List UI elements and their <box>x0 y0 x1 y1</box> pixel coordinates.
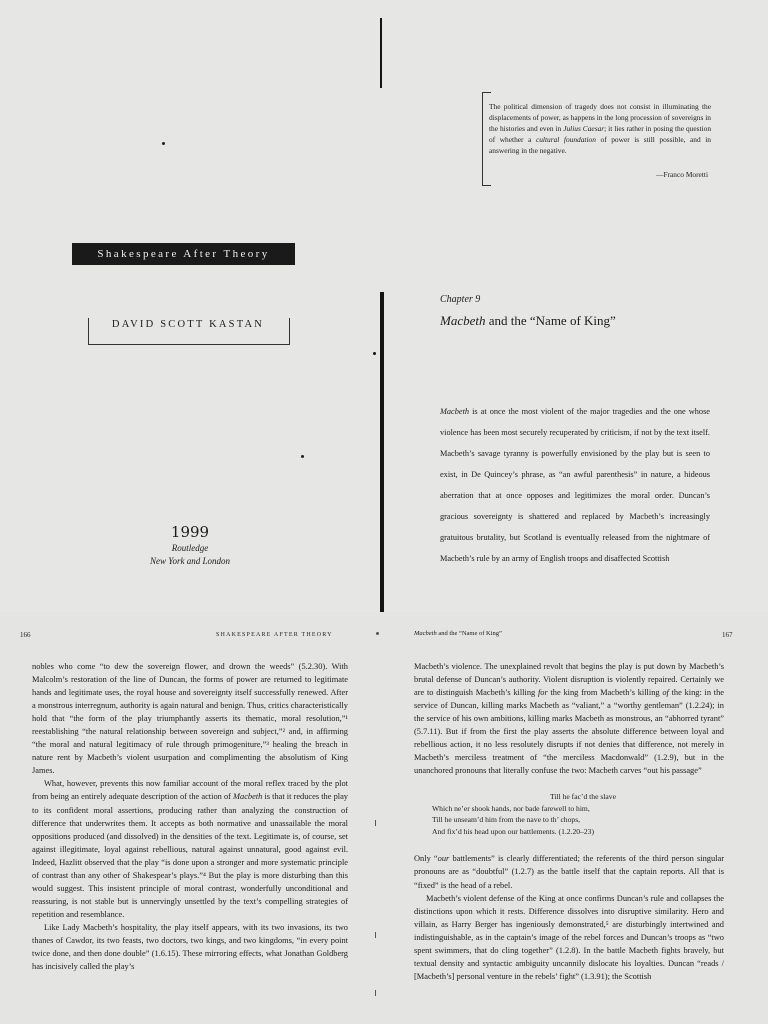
gutter-line <box>380 292 384 612</box>
chapter-opening-paragraph: Macbeth is at once the most violent of the major tragedies and the one whose violence has been most securely recuperated by criticism, if not by the text itself. Macbeth’s savage tyranny is powerfully envisioned by the play but is seen to exist, in De Quincey’s phrase, as “an awful parenthesis” in nature, a hideous aberration that at once opposes and legitimizes the moral order. Duncan’s gracious sovereignty is shattered and replaced by Macbeth’s increasingly gratuitous brutality, but Scotland is eventually released from the nightmare of Macbeth’s rule by an army of English troops and disaffected Scottish <box>440 407 710 563</box>
publisher-place: New York and London <box>150 556 230 566</box>
verse-line: Till he unseam’d him from the nave to th’ chops, <box>432 815 581 825</box>
running-head-right: Macbeth and the “Name of King” <box>414 630 502 637</box>
page-number-right: 167 <box>722 631 733 639</box>
page-speck <box>301 455 304 458</box>
verse-line: And fix’d his head upon our battlements. (1.2.20–23) <box>432 826 594 836</box>
running-head-left: SHAKESPEARE AFTER THEORY <box>216 632 333 638</box>
series-title-banner: Shakespeare After Theory <box>72 243 295 265</box>
verse-line: Which ne’er shook hands, nor bade farewell to him, <box>432 803 590 813</box>
page-speck <box>162 142 165 145</box>
publication-year: 1999 <box>170 523 210 541</box>
epigraph-attribution: —Franco Moretti <box>656 170 708 179</box>
chapter-title: Macbeth and the “Name of King” <box>440 313 616 328</box>
paragraph: What, however, prevents this now familiar account of the moral reflex traced by the plot from being an entirely adequate description of the action of Macbeth is that it reduces the play to its confident moral assertions, producing rather than analyzing the construction of difference that underwrites them. It accepts as both normative and unassailable the moral oppositions produced (and dissolved) in the densities of the text. Legitimate is, of course, set against illegitimate, loyal against rebellious, natural against unnatural, good against evil. Indeed, Hazlitt observed that the play “is done upon a stronger and more systematic principle of contrast than any other of Shakespear’s plays.”⁴ But the play is more disturbing than this would suggest. This insistent principle of moral contrast, wonderfully unconditional and reassuring, is not stable but is unnervingly unsettled by the text’s compelling strategies of repetition and resemblance. <box>32 779 348 919</box>
verse-quotation <box>414 791 724 837</box>
margin-mark <box>375 820 376 826</box>
margin-mark <box>375 990 376 996</box>
right-page-body <box>414 660 724 983</box>
page-speck <box>376 632 379 635</box>
author-name: DAVID SCOTT KASTAN <box>111 319 265 330</box>
epigraph: The political dimension of tragedy does not consist in illuminating the displacements of power, as happens in the long procession of sovereigns in the histories and even in Julius Caesar; it lies rather in posing the question of whether a cultural foundation of power is still possible, and in answering in the negative. <box>489 102 712 155</box>
verse-line: Till he fac’d the slave <box>550 792 616 802</box>
gutter-speck <box>373 352 376 355</box>
publisher-name: Routledge <box>171 543 209 553</box>
gutter-line-top <box>380 18 382 88</box>
left-page-body <box>32 660 348 973</box>
paragraph: Like Lady Macbeth’s hospitality, the play itself appears, with its two invasions, its two thanes of Cawdor, its two feasts, two doctors, two kings, and two kingdoms, “in every point twice done, and then done double” (1.6.15). These mirroring effects, what Jonathan Goldberg has incisively called the play’s <box>32 922 348 972</box>
paragraph: nobles who come “to dew the sovereign flower, and drown the weeds” (5.2.30). With Malcolm’s restoration of the line of Duncan, the forms of power are returned to legitimate hands and legitimate uses, the royal house and sovereignty itself successfully renewed. After a monstrous interregnum, authority is again natural and benign. Thus, critics characteristically hold that “the form of the play triumphantly asserts its thematic, moral resolution,”¹ reestablishing “the natural relationship between sovereign and subject,”² and, in affirming “the moral and natural legitimacy of rule through primogeniture,”³ healing the breach in nature rent by Macbeth’s violent usurpation and complimenting the absolutism of King James. <box>32 662 348 776</box>
paragraph: Macbeth’s violence. The unexplained revolt that begins the play is put down by Macbeth’s brutal defense of Duncan’s authority. Violent disruption is violently repaired. Certainly we are to distinguish Macbeth’s killing for the king from Macbeth’s killing of the king: in the service of Duncan, killing marks Macbeth as “valiant,” a “worthy gentleman” (1.2.24); in the service of his own ambitions, killing marks Macbeth as monstrous, an “abhorred tyrant” (5.7.11). But if from the first the play asserts the absolute difference between loyal and rebellious action, it no less resolutely disrupts if not denies that difference, not merely in Macbeth’s merciless treatment of “the merciless Macdonwald” (1.2.9), but in the unanchored pronouns that literally confuse the two: Macbeth carves “out his passage” <box>414 662 724 776</box>
chapter-label: Chapter 9 <box>440 294 481 305</box>
page-number-left: 166 <box>20 631 31 639</box>
paragraph: Macbeth’s violent defense of the King at once confirms Duncan’s rule and collapses the distinctions upon which it rests. Difference dissolves into disruptive similarity. Hero and villain, as Harry Berger has ingeniously demonstrated,⁵ are disturbingly intertwined and indistinguishable, as in the captain’s image of the rebel forces and Duncan’s troops as “two spent swimmers, that do cling together” (1.2.8). In the battle Macbeth fights bravely, but textual density and syntactic ambiguity uncannily dislocate his loyalties. Duncan “reads / [Macbeth’s] personal venture in the rebels’ fight” (1.3.91); the Scottish <box>414 893 724 981</box>
margin-mark <box>375 932 376 938</box>
paragraph: Only “our battlements” is clearly differentiated; the referents of the third person singular pronouns are as “doubtful” (1.2.7) as the battle itself that the captain reports. All that is “fixed” is the head of a rebel. <box>414 854 724 890</box>
